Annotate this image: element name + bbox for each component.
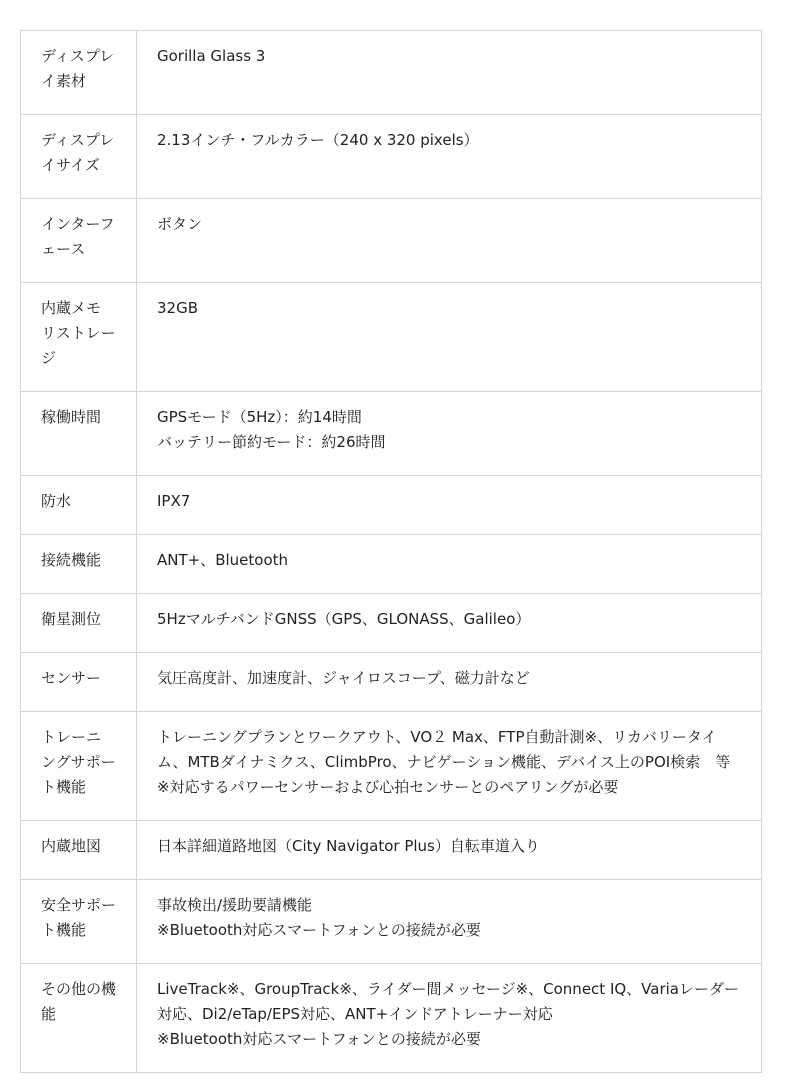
spec-value — [137, 115, 762, 199]
spec-label: 防水 — [21, 476, 137, 535]
spec-row-storage — [21, 283, 762, 392]
spec-label: センサー — [21, 653, 137, 712]
spec-value-line: 気圧高度計、加速度計、ジャイロスコープ、磁力計など — [157, 669, 530, 687]
spec-label: ディスプレイ素材 — [21, 31, 137, 115]
spec-value — [137, 880, 762, 964]
spec-label: 接続機能 — [21, 535, 137, 594]
spec-row-interface — [21, 199, 762, 283]
spec-row-other — [21, 964, 762, 1073]
spec-row-connectivity — [21, 535, 762, 594]
spec-label: 内蔵地図 — [21, 821, 137, 880]
spec-value — [137, 712, 762, 821]
spec-label: その他の機能 — [21, 964, 137, 1073]
spec-row-safety — [21, 880, 762, 964]
spec-value-line: Gorilla Glass 3 — [157, 47, 266, 65]
spec-label: 安全サポート機能 — [21, 880, 137, 964]
spec-value-line: ボタン — [157, 215, 203, 233]
spec-label: ディスプレイサイズ — [21, 115, 137, 199]
spec-row-maps — [21, 821, 762, 880]
spec-value-line: ※Bluetooth対応スマートフォンとの接続が必要 — [157, 1030, 481, 1048]
spec-row-display-size — [21, 115, 762, 199]
spec-value-line: GPSモード（5Hz）：約14時間 — [157, 408, 362, 426]
spec-value — [137, 653, 762, 712]
spec-row-display-material — [21, 31, 762, 115]
spec-label: インターフェース — [21, 199, 137, 283]
spec-table — [20, 30, 762, 1073]
spec-value — [137, 392, 762, 476]
spec-value-line: 32GB — [157, 299, 199, 317]
spec-row-battery — [21, 392, 762, 476]
spec-value-line: IPX7 — [157, 492, 191, 510]
spec-row-training — [21, 712, 762, 821]
spec-label: トレーニングサポート機能 — [21, 712, 137, 821]
spec-value-line: 日本詳細道路地図（City Navigator Plus）自転車道入り — [157, 837, 540, 855]
spec-value — [137, 964, 762, 1073]
spec-value — [137, 535, 762, 594]
spec-row-satellite — [21, 594, 762, 653]
spec-label: 衛星測位 — [21, 594, 137, 653]
spec-label: 内蔵メモリストレージ — [21, 283, 137, 392]
spec-value — [137, 821, 762, 880]
spec-value-line: ANT+、Bluetooth — [157, 551, 289, 569]
spec-value-line: 2.13インチ・フルカラー（240 x 320 pixels） — [157, 131, 479, 149]
spec-value-line: 5HzマルチバンドGNSS（GPS、GLONASS、Galileo） — [157, 610, 531, 628]
spec-row-sensors — [21, 653, 762, 712]
spec-value-line: LiveTrack※、GroupTrack※、ライダー間メッセージ※、Connect IQ、Variaレーダー対応、Di2/eTap/EPS対応、ANT+インドアトレーナー対応 — [157, 980, 739, 1023]
spec-label: 稼働時間 — [21, 392, 137, 476]
spec-value-line: トレーニングプランとワークアウト、VO２ Max、FTP自動計測※、リカバリータイム、MTBダイナミクス、ClimbPro、ナビゲーション機能、デバイス上のPOI検索 等 — [157, 728, 731, 771]
spec-value-line: 事故検出/援助要請機能 — [157, 896, 313, 914]
spec-row-waterproof — [21, 476, 762, 535]
spec-value — [137, 199, 762, 283]
spec-value — [137, 594, 762, 653]
spec-value — [137, 476, 762, 535]
spec-value — [137, 283, 762, 392]
spec-value — [137, 31, 762, 115]
spec-value-line: バッテリー節約モード：約26時間 — [157, 433, 386, 451]
spec-value-line: ※対応するパワーセンサーおよび心拍センサーとのペアリングが必要 — [157, 778, 619, 796]
spec-value-line: ※Bluetooth対応スマートフォンとの接続が必要 — [157, 921, 481, 939]
